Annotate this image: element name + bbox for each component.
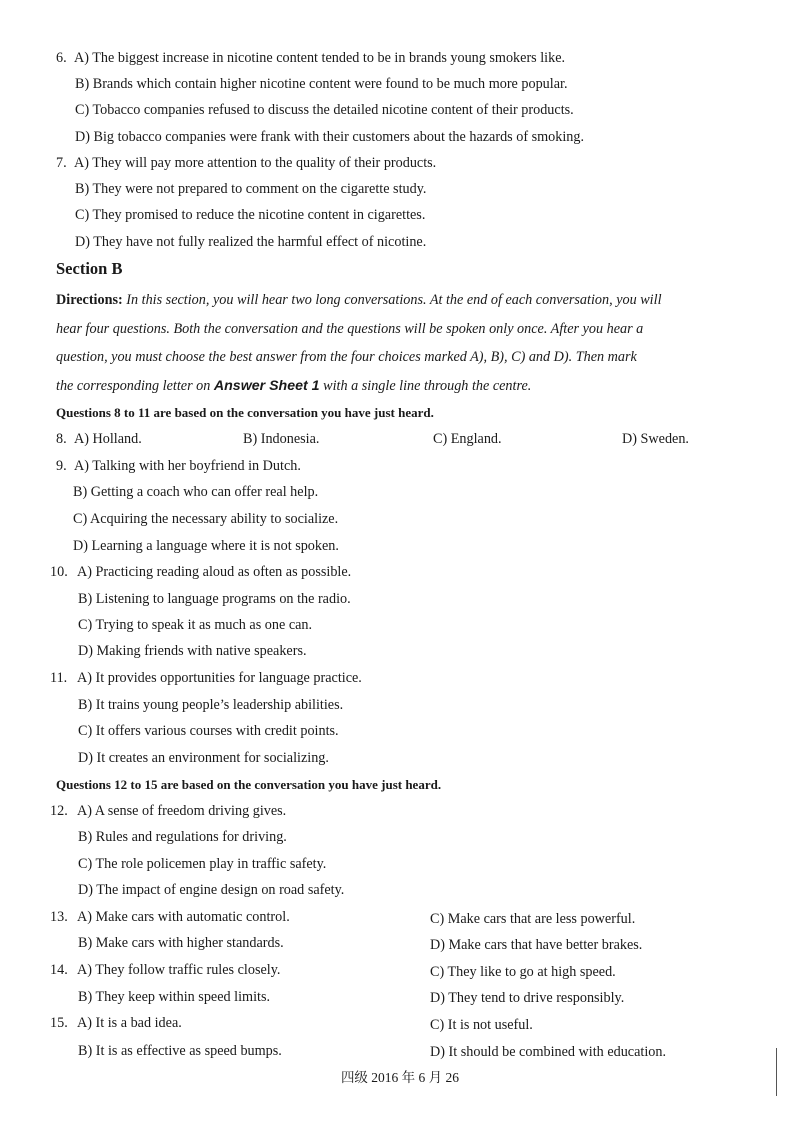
- option-a: A) Talking with her boyfriend in Dutch.: [74, 458, 301, 474]
- option-c: C) They like to go at high speed.: [430, 964, 616, 980]
- option-d: D) Big tobacco companies were frank with their customers about the hazards of smoking.: [75, 129, 585, 145]
- page-footer: 四级 2016 年 6 月 26: [340, 1070, 460, 1085]
- question-number: 11.: [50, 670, 68, 686]
- option-a: A) Practicing reading aloud as often as possible.: [77, 564, 352, 580]
- option-b: B) They keep within speed limits.: [78, 989, 271, 1005]
- option-b: B) It is as effective as speed bumps.: [78, 1043, 282, 1059]
- option-a: A) Make cars with automatic control.: [77, 909, 290, 925]
- option-b: B) Getting a coach who can offer real help.: [73, 484, 319, 500]
- option-b: B) It trains young people’s leadership abilities.: [78, 697, 344, 713]
- directions-text-1: In this section, you will hear two long conversations. At the end of each conversation, you will: [126, 292, 662, 308]
- question-number: 10.: [50, 564, 68, 580]
- option-b: B) Rules and regulations for driving.: [78, 829, 287, 845]
- answer-sheet-label: Answer Sheet 1: [213, 378, 320, 394]
- option-a: A) Holland.: [74, 431, 142, 447]
- question-number: 12.: [50, 803, 68, 819]
- option-c: C) They promised to reduce the nicotine content in cigarettes.: [75, 207, 426, 223]
- option-d: D) The impact of engine design on road safety.: [78, 882, 345, 898]
- group-heading-8-11: Questions 8 to 11 are based on the conversation you have just heard.: [56, 405, 434, 420]
- option-c: C) It offers various courses with credit points.: [78, 723, 339, 739]
- option-c: C) England.: [433, 431, 502, 447]
- question-number: 13.: [50, 909, 68, 925]
- option-c: C) Make cars that are less powerful.: [430, 911, 636, 927]
- option-a: A) The biggest increase in nicotine content tended to be in brands young smokers like.: [74, 50, 566, 66]
- option-a: A) A sense of freedom driving gives.: [77, 803, 287, 819]
- option-d: D) They tend to drive responsibly.: [430, 990, 625, 1006]
- option-d: D) They have not fully realized the harmful effect of nicotine.: [75, 234, 427, 250]
- option-a: A) They will pay more attention to the quality of their products.: [74, 155, 437, 171]
- option-d: D) Sweden.: [622, 431, 689, 447]
- directions-text-4a: the corresponding letter on: [56, 378, 211, 394]
- option-d: D) It should be combined with education.: [430, 1044, 667, 1060]
- directions-label: Directions:: [56, 292, 123, 308]
- option-b: B) Make cars with higher standards.: [78, 935, 284, 951]
- option-c: C) Trying to speak it as much as one can.: [78, 617, 313, 633]
- directions-line-1: [56, 291, 762, 309]
- option-a: A) They follow traffic rules closely.: [77, 962, 281, 978]
- question-number: 8.: [56, 431, 67, 447]
- option-a: A) It is a bad idea.: [77, 1015, 182, 1031]
- option-c: C) Tobacco companies refused to discuss the detailed nicotine content of their products.: [75, 102, 574, 118]
- option-b: B) Listening to language programs on the radio.: [78, 591, 351, 607]
- directions-text-4b: with a single line through the centre.: [323, 378, 532, 394]
- question-number: 9.: [56, 458, 67, 474]
- option-b: B) Brands which contain higher nicotine content were found to be much more popular.: [75, 76, 568, 92]
- option-b: B) They were not prepared to comment on the cigarette study.: [75, 181, 427, 197]
- option-d: D) Learning a language where it is not spoken.: [73, 538, 339, 554]
- directions-line-4: [56, 377, 762, 395]
- margin-rule: [776, 1048, 777, 1096]
- directions-line-2: hear four questions. Both the conversation and the questions will be spoken only once. After you hear a: [56, 321, 644, 337]
- question-number: 15.: [50, 1015, 68, 1031]
- option-d: D) Make cars that have better brakes.: [430, 937, 643, 953]
- group-heading-12-15: Questions 12 to 15 are based on the conversation you have just heard.: [56, 777, 442, 792]
- option-d: D) It creates an environment for socializing.: [78, 750, 329, 766]
- option-a: A) It provides opportunities for language practice.: [77, 670, 362, 686]
- option-b: B) Indonesia.: [243, 431, 320, 447]
- question-number: 6.: [56, 50, 67, 66]
- question-number: 7.: [56, 155, 67, 171]
- option-c: C) The role policemen play in traffic safety.: [78, 856, 327, 872]
- section-title: Section B: [56, 259, 123, 278]
- directions-line-3: question, you must choose the best answer from the four choices marked A), B), C) and D). Then mark: [56, 349, 637, 365]
- option-d: D) Making friends with native speakers.: [78, 643, 307, 659]
- question-number: 14.: [50, 962, 68, 978]
- option-c: C) Acquiring the necessary ability to socialize.: [73, 511, 339, 527]
- option-c: C) It is not useful.: [430, 1017, 533, 1033]
